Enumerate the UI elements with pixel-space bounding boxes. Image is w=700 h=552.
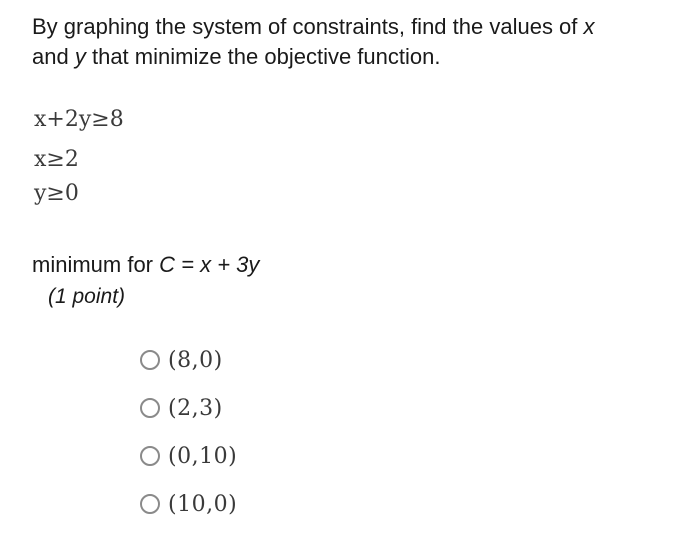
constraint-3: y≥0 bbox=[34, 181, 79, 206]
constraint-2: x≥2 bbox=[34, 147, 79, 172]
answer-option-label: (8,0) bbox=[168, 347, 223, 373]
answer-option-label: (10,0) bbox=[168, 491, 238, 517]
question-line1-text: By graphing the system of constraints, find the values of bbox=[32, 14, 578, 39]
question-line2-suffix: that minimize the objective function. bbox=[91, 44, 441, 69]
radio-button-icon[interactable] bbox=[140, 350, 160, 370]
radio-button-icon[interactable] bbox=[140, 494, 160, 514]
answer-options bbox=[140, 336, 237, 528]
radio-button-icon[interactable] bbox=[140, 446, 160, 466]
radio-button-icon[interactable] bbox=[140, 398, 160, 418]
question-var-x: x bbox=[583, 14, 595, 39]
objective-function bbox=[32, 250, 259, 280]
question-text bbox=[32, 12, 672, 72]
question-var-y: y bbox=[74, 44, 86, 69]
objective-expression: C = x + 3y bbox=[159, 252, 260, 277]
constraint-1: x+2y≥8 bbox=[34, 107, 124, 132]
points-label: (1 point) bbox=[48, 285, 126, 308]
answer-option-4[interactable] bbox=[140, 480, 237, 528]
answer-option-label: (0,10) bbox=[168, 443, 238, 469]
answer-option-3[interactable] bbox=[140, 432, 237, 480]
objective-prefix: minimum for bbox=[32, 252, 154, 277]
question-line2-prefix: and bbox=[32, 44, 69, 69]
answer-option-2[interactable] bbox=[140, 384, 237, 432]
answer-option-1[interactable] bbox=[140, 336, 237, 384]
answer-option-label: (2,3) bbox=[168, 395, 223, 421]
